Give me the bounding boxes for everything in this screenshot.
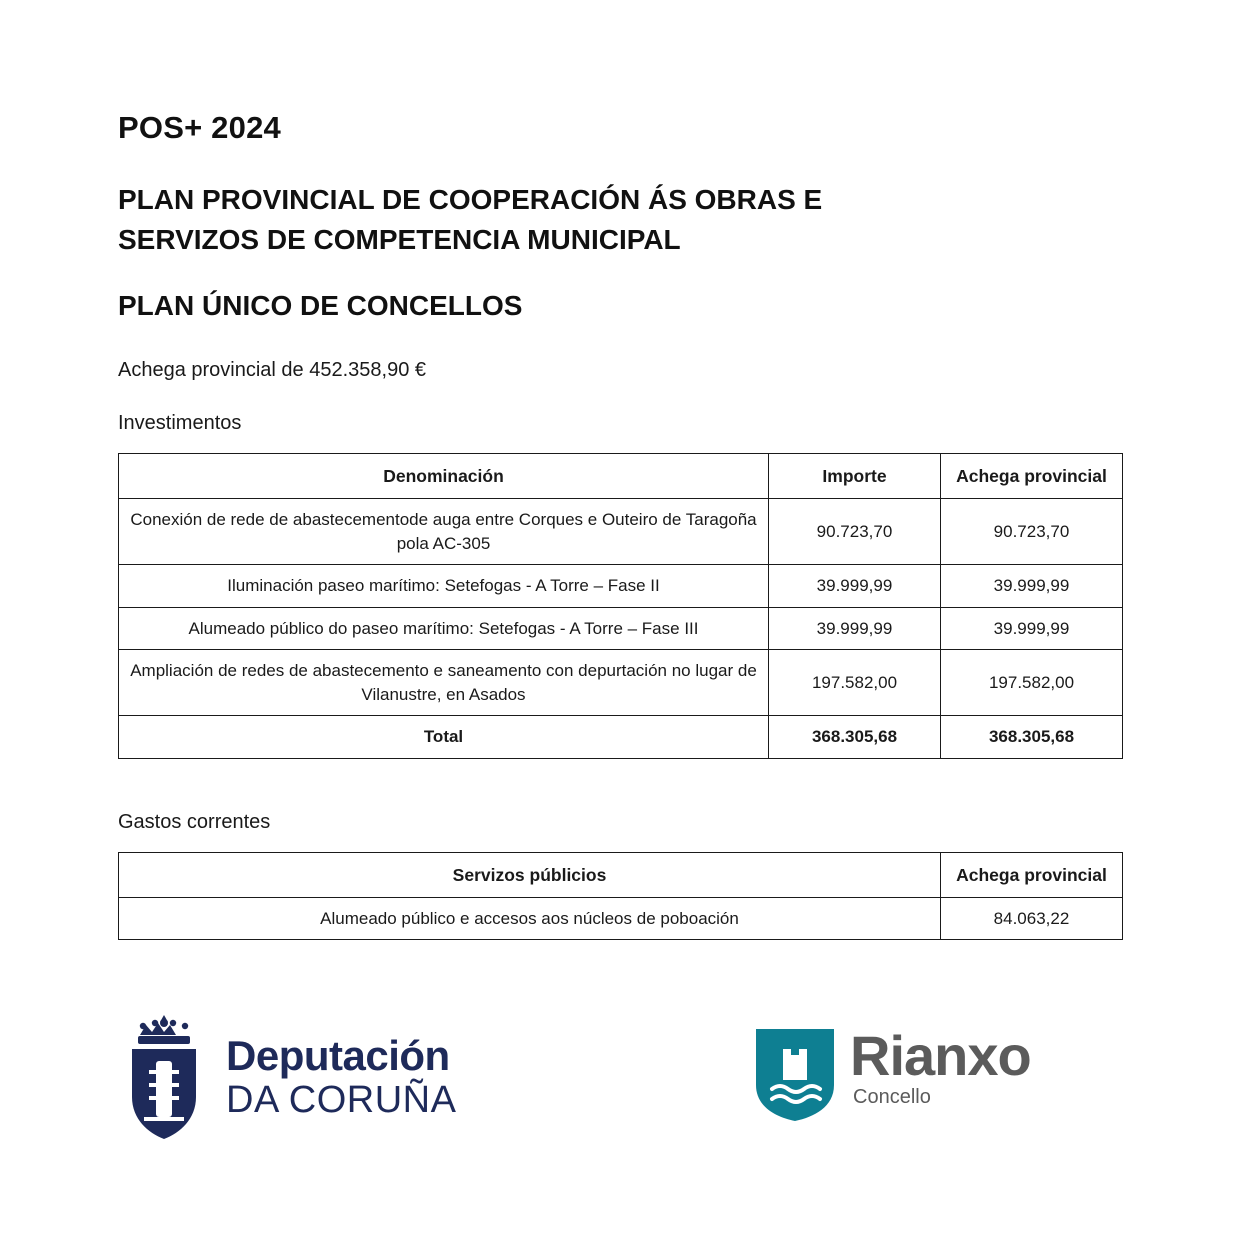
cell-achega: 39.999,99 [941,607,1123,649]
column-header-achega: Achega provincial [941,852,1123,897]
table-row [119,650,1123,716]
page-title: POS+ 2024 [118,110,281,145]
investimentos-label: Investimentos [118,412,242,435]
plan-subtitle [118,180,1018,260]
rianxo-concello-logo [754,1024,1031,1123]
gastos-correntes-label: Gastos correntes [118,810,271,833]
table-header-row [119,454,1123,499]
achega-provincial-total: Achega provincial de 452.358,90 € [118,359,427,382]
deputacion-da-coruna-logo [118,1013,456,1141]
cell-achega: 39.999,99 [941,565,1123,607]
cell-total-achega: 368.305,68 [941,716,1123,758]
column-header-servizos: Servizos públicios [119,852,941,897]
table-header-row [119,852,1123,897]
cell-denominacion: Ampliación de redes de abastecemento e saneamento con depurtación no lugar de Vilanustre, en Asados [119,650,769,716]
rianxo-wordmark [850,1024,1031,1109]
table-row [119,499,1123,565]
column-header-importe: Importe [769,454,941,499]
cell-total-label: Total [119,716,769,758]
deputacion-line2: DA CORUÑA [226,1079,457,1121]
cell-denominacion: Iluminación paseo marítimo: Setefogas - A Torre – Fase II [119,565,769,607]
deputacion-wordmark [226,1032,457,1121]
table-row [119,607,1123,649]
table-row [119,897,1123,939]
coruna-crest-icon [118,1013,210,1141]
rianxo-subtitle: Concello [853,1086,931,1109]
cell-achega: 90.723,70 [941,499,1123,565]
cell-servizo: Alumeado público e accesos aos núcleos de poboación [119,897,941,939]
deputacion-line1: Deputación [226,1032,450,1079]
plan-subtitle-line3: PLAN ÚNICO DE CONCELLOS [118,289,523,321]
cell-denominacion: Conexión de rede de abastecementode auga entre Corques e Outeiro de Taragoña pola AC-305 [119,499,769,565]
cell-total-importe: 368.305,68 [769,716,941,758]
table-total-row [119,716,1123,758]
cell-importe: 39.999,99 [769,565,941,607]
rianxo-name: Rianxo [850,1024,1031,1087]
investimentos-table [118,453,1123,758]
cell-importe: 39.999,99 [769,607,941,649]
cell-importe: 197.582,00 [769,650,941,716]
logo-row [118,1013,1123,1163]
table-row [119,565,1123,607]
rianxo-shield-icon [754,1027,836,1123]
cell-achega: 197.582,00 [941,650,1123,716]
cell-importe: 90.723,70 [769,499,941,565]
column-header-achega: Achega provincial [941,454,1123,499]
column-header-denominacion: Denominación [119,454,769,499]
cell-achega: 84.063,22 [941,897,1123,939]
gastos-correntes-table [118,852,1123,941]
cell-denominacion: Alumeado público do paseo marítimo: Setefogas - A Torre – Fase III [119,607,769,649]
plan-subtitle-line2: SERVIZOS DE COMPETENCIA MUNICIPAL [118,223,681,255]
plan-subtitle-line1: PLAN PROVINCIAL DE COOPERACIÓN ÁS OBRAS E [118,184,823,215]
